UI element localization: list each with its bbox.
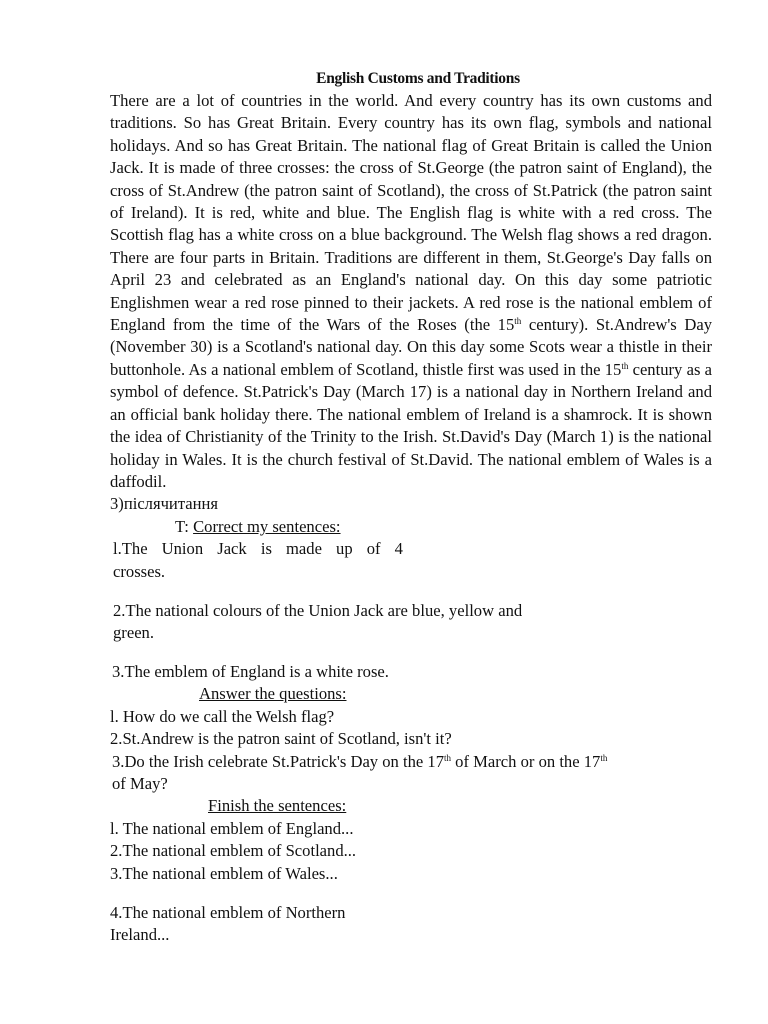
sentence-word: l.The <box>113 539 148 559</box>
correct-sentence-2: 2.The national colours of the Union Jack are blue, yellow and green. <box>113 600 523 642</box>
document-title: English Customs and Traditions <box>316 70 520 87</box>
correct-heading-line <box>110 516 712 538</box>
correct-prefix: T: <box>175 516 194 536</box>
finish-sentence-4: 4.The national emblem of Northern Ireland... <box>110 902 346 944</box>
superscript-th: th <box>514 316 522 327</box>
correct-sentence-1 <box>113 538 403 583</box>
finish-heading: Finish the sentences: <box>208 796 347 816</box>
paragraph-part-3: century as a symbol of defence. St.Patrick's Day (March 17) is a national day in Northern Ireland and an official bank holiday there. The national emblem of Ireland is a shamrock. It is shown the idea of Christianity of the Trinity to the Irish. St.David's Day (March 1) is the national holiday in Wales. It is the church festival of St.David. The national emblem of Wales is a daffodil. <box>110 359 712 491</box>
document-page <box>110 68 712 963</box>
paragraph-part-2: century). St.Andrew's Day (November 30) is a Scotland's national day. On this day some Scots wear a thistle in their buttonhole. As a national emblem of Scotland, thistle first was used in the 15 <box>110 315 712 379</box>
correct-sentence-3: 3.The emblem of England is a white rose. <box>112 661 389 681</box>
finish-sentence-3: 3.The national emblem of Wales... <box>110 863 338 883</box>
sentence-word: of <box>366 539 381 559</box>
finish-sentence-1: l. The national emblem of England... <box>110 818 354 838</box>
answer-heading: Answer the questions: <box>199 684 347 704</box>
answer-question-1: l. How do we call the Welsh flag? <box>110 706 335 726</box>
main-paragraph <box>110 90 712 493</box>
finish-heading-line <box>110 795 712 817</box>
paragraph-part-1: There are a lot of countries in the world. And every country has its own customs and traditions. So has Great Britain. Every country has its own flag, symbols and national holidays. And so has Great Britain. The national flag of Great Britain is called the Union Jack. It is made of three crosses: the cross of St.George (the patron saint of England), the cross of St.Andrew (the patron saint of Scotland), the cross of St.Patrick (the patron saint of Ireland). It is red, white and blue. The English flag is white with a red cross. The Scottish flag has a white cross on a blue background. The Welsh flag shows a red dragon. There are four parts in Britain. Traditions are different in them, St.George's Day falls on April 23 and celebrated as an England's national day. On this day some patriotic Englishmen wear a red rose pinned to their jackets. A red rose is the national emblem of England from the time of the Wars of the Roses (the 15 <box>110 91 712 335</box>
sentence-word: 4 <box>394 539 403 559</box>
sentence-word: is <box>260 539 272 559</box>
q3-part-b: of March or on the 17 <box>451 751 601 771</box>
q3-part-a: 3.Do the Irish celebrate St.Patrick's Day on the 17 <box>112 751 445 771</box>
sentence-word: made <box>286 539 322 559</box>
sentence-word: Union <box>161 539 204 559</box>
sentence-word: up <box>336 539 353 559</box>
correct-heading: Correct my sentences: <box>193 516 341 536</box>
superscript-th: th <box>621 360 629 371</box>
finish-sentence-2: 2.The national emblem of Scotland... <box>110 841 357 861</box>
correct-sentence-1-continuation: crosses. <box>113 561 166 581</box>
answer-heading-line <box>110 683 712 705</box>
superscript-th: th <box>600 752 608 763</box>
superscript-th: th <box>444 752 452 763</box>
stage-label: 3)післячитання <box>110 494 219 514</box>
answer-question-3-continuation: of May? <box>112 773 168 793</box>
answer-question-3 <box>112 751 712 773</box>
answer-question-2: 2.St.Andrew is the patron saint of Scotland, isn't it? <box>110 729 452 749</box>
correct-sentence-1-words <box>113 538 403 560</box>
sentence-word: Jack <box>217 539 247 559</box>
